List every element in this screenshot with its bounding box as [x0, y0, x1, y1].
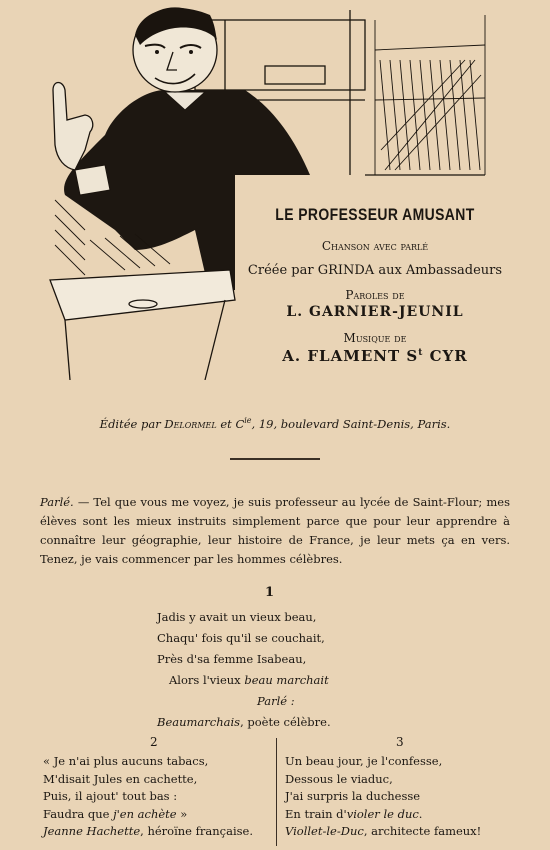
publisher-name: Delormel [164, 416, 217, 431]
verse-3 [285, 753, 481, 841]
verse-2 [43, 753, 253, 841]
publisher-line [0, 416, 550, 431]
verse-line: Près d'sa femme Isabeau, [157, 652, 307, 666]
verse-text: , architecte fameux! [363, 824, 482, 838]
verse-line: Un beau jour, je l'confesse, [285, 754, 443, 768]
verse-pun-answer: Jeanne Hachette [43, 824, 141, 838]
created-by-line: Créée par GRINDA aux Ambassadeurs [247, 263, 503, 278]
verse-line [157, 670, 331, 691]
verse-line: Dessous le viaduc, [285, 771, 393, 786]
verse-line [285, 806, 481, 824]
publisher-cie: C [235, 416, 245, 431]
verse-line [157, 712, 331, 733]
publisher-cie-sup: ie [244, 416, 252, 425]
verse-text: . [418, 806, 423, 821]
verse-text: » [176, 806, 188, 821]
lyrics-label: Paroles de [345, 288, 405, 302]
song-subtitle: Chanson avec parlé [321, 239, 429, 253]
separator-rule [230, 458, 320, 460]
verse-line: J'ai surpris la duchesse [285, 789, 421, 803]
verse-pun-answer: Viollet-le-Duc [285, 824, 364, 838]
verse-2-number: 2 [150, 735, 158, 749]
verse-text: , poète célèbre. [240, 715, 331, 729]
verse-line: M'disait Jules en cachette, [43, 771, 198, 786]
verse-line [43, 806, 253, 824]
publisher-et: et [220, 416, 232, 431]
verse-line: Puis, il ajout' tout bas : [43, 789, 178, 803]
verse-line [285, 823, 481, 841]
verse-text: Faudra que [43, 806, 114, 821]
verse-1 [157, 607, 331, 733]
publisher-address: , 19, boulevard Saint-Denis, Paris. [251, 416, 451, 431]
music-label: Musique de [343, 331, 407, 345]
publisher-prefix: Éditée par [99, 416, 161, 431]
verse-3-number: 3 [396, 735, 404, 749]
composer-sup: t [418, 348, 424, 358]
verse-parle: Parlé : [257, 694, 295, 708]
verse-line [43, 823, 253, 841]
song-title: LE PROFESSEUR AMUSANT [275, 205, 475, 224]
spoken-text: — Tel que vous me voyez, je suis professeur au lycée de Saint-Flour; mes élèves sont les mieux instruits simplement parce que pour leur apprendre à connaître leur géographie, leur histoire de France, je leur mets ça en vers. Tenez, je vais commencer par les hommes célèbres. [40, 495, 510, 566]
composer-end: CYR [423, 347, 468, 365]
lyricist-name: L. GARNIER-JEUNIL [286, 304, 464, 320]
verse-pun: violer le duc [346, 806, 419, 821]
composer-name [255, 347, 495, 365]
verse-1-number: 1 [265, 585, 275, 600]
verse-line: Jadis y avait un vieux beau, [157, 610, 317, 624]
verse-pun-answer: Beaumarchais [157, 715, 241, 729]
verse-pun: j'en achète [113, 806, 177, 821]
verse-pun: beau marchait [244, 673, 329, 687]
verse-line: Chaqu' fois qu'il se couchait, [157, 631, 325, 645]
title-block [247, 205, 503, 365]
spoken-intro [40, 493, 510, 569]
spoken-label: Parlé. [40, 495, 74, 509]
verse-text: Alors l'vieux [169, 673, 245, 687]
verse-text: En train d' [285, 806, 347, 821]
verse-line: « Je n'ai plus aucuns tabacs, [43, 754, 209, 768]
column-rule [276, 738, 277, 846]
verse-text: , héroïne française. [140, 824, 253, 838]
composer-main: A. FLAMENT S [282, 347, 419, 365]
